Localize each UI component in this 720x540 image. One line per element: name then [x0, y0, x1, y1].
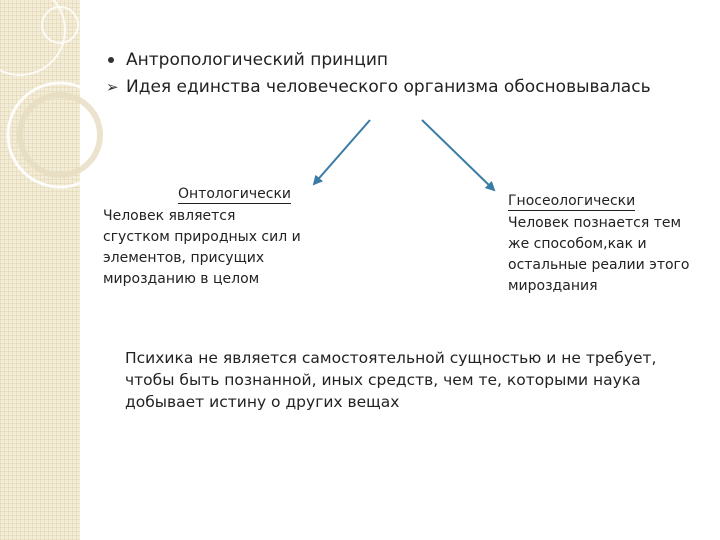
conclusion-text — [125, 347, 657, 413]
text-line: же способом,как и — [508, 236, 647, 252]
right-branch-text — [508, 213, 689, 297]
arrow-right — [422, 120, 494, 190]
right-branch-heading: Гносеологически — [508, 193, 636, 209]
text-line: сгустком природных сил и — [103, 229, 301, 245]
text-line: мироздания — [508, 278, 598, 294]
bullet-text: Антропологический принцип — [126, 50, 389, 70]
text-line: чтобы быть познанной, иных средств, чем те, которыми наука — [125, 371, 641, 389]
arrow-left — [314, 120, 370, 184]
text-line: элементов, присущих — [103, 250, 265, 266]
left-branch-text — [103, 206, 301, 290]
text-line: Человек является — [103, 208, 236, 224]
text-line: остальные реалии этого — [508, 257, 690, 273]
bullet-text: Идея единства человеческого организма обосновывалась — [126, 77, 651, 97]
text-line: Психика не является самостоятельной сущностью и не требует, — [125, 349, 657, 367]
text-line: добывает истину о других вещах — [125, 393, 400, 411]
text-line: мирозданию в целом — [103, 271, 260, 287]
left-branch-heading: Онтологически — [178, 186, 291, 202]
arrow-bullet-icon: ➢ — [106, 78, 119, 96]
text-line: Человек познается тем — [508, 215, 682, 231]
